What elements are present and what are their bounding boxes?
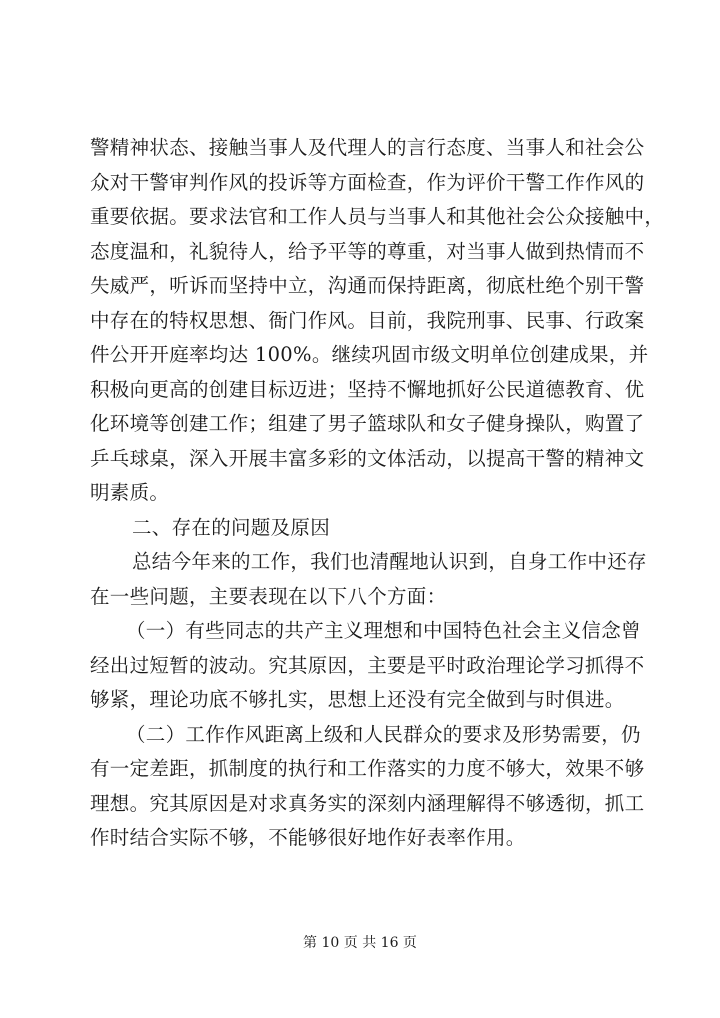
section-heading: 二、存在的问题及原因 — [132, 515, 331, 539]
paragraph-first-line: 总结今年来的工作，我们也清醒地认识到，自身工作中还存 — [132, 550, 647, 573]
body-line: 重要依据。要求法官和工作人员与当事人和其他社会公众接触中， — [90, 205, 665, 228]
body-line: 态度温和，礼貌待人，给予平等的尊重，对当事人做到热情而不 — [90, 239, 645, 263]
body-line: 失威严，听诉而坚持中立，沟通而保持距离，彻底杜绝个别干警 — [90, 274, 645, 297]
subsection-first-line: （一）有些同志的共产主义理想和中国特色社会主义信念曾 — [126, 619, 641, 642]
body-line: 众对干警审判作风的投诉等方面检查，作为评价干警工作作风的 — [90, 170, 645, 194]
body-line: 明素质。 — [90, 481, 170, 504]
body-line: 在一些问题，主要表现在以下八个方面： — [90, 584, 447, 608]
body-line: 作时结合实际不够，不能够很好地作好表率作用。 — [90, 826, 526, 849]
body-line: 件公开开庭率均达 100%。继续巩固市级文明单位创建成果，并 — [90, 343, 649, 366]
page-number-footer: 第 10 页 共 16 页 — [303, 935, 417, 951]
body-line: 中存在的特权思想、衙门作风。目前，我院刑事、民事、行政案 — [90, 308, 645, 332]
body-line: 警精神状态、接触当事人及代理人的言行态度、当事人和社会公 — [90, 136, 645, 159]
body-line: 经出过短暂的波动。究其原因，主要是平时政治理论学习抓得不 — [90, 653, 645, 677]
body-line: 有一定差距，抓制度的执行和工作落实的力度不够大，效果不够 — [90, 757, 645, 780]
body-line: 理想。究其原因是对求真务实的深刻内涵理解得不够透彻，抓工 — [90, 791, 645, 815]
body-line: 化环境等创建工作；组建了男子篮球队和女子健身操队，购置了 — [90, 412, 645, 435]
subsection-first-line: （二）工作作风距离上级和人民群众的要求及形势需要，仍 — [126, 722, 641, 746]
document-body — [90, 131, 665, 856]
body-line: 积极向更高的创建目标迈进；坚持不懈地抓好公民道德教育、优 — [90, 377, 645, 401]
body-line: 够紧，理论功底不够扎实，思想上还没有完全做到与时俱进。 — [90, 688, 625, 711]
body-line: 乒乓球桌，深入开展丰富多彩的文体活动，以提高干警的精神文 — [90, 446, 645, 470]
